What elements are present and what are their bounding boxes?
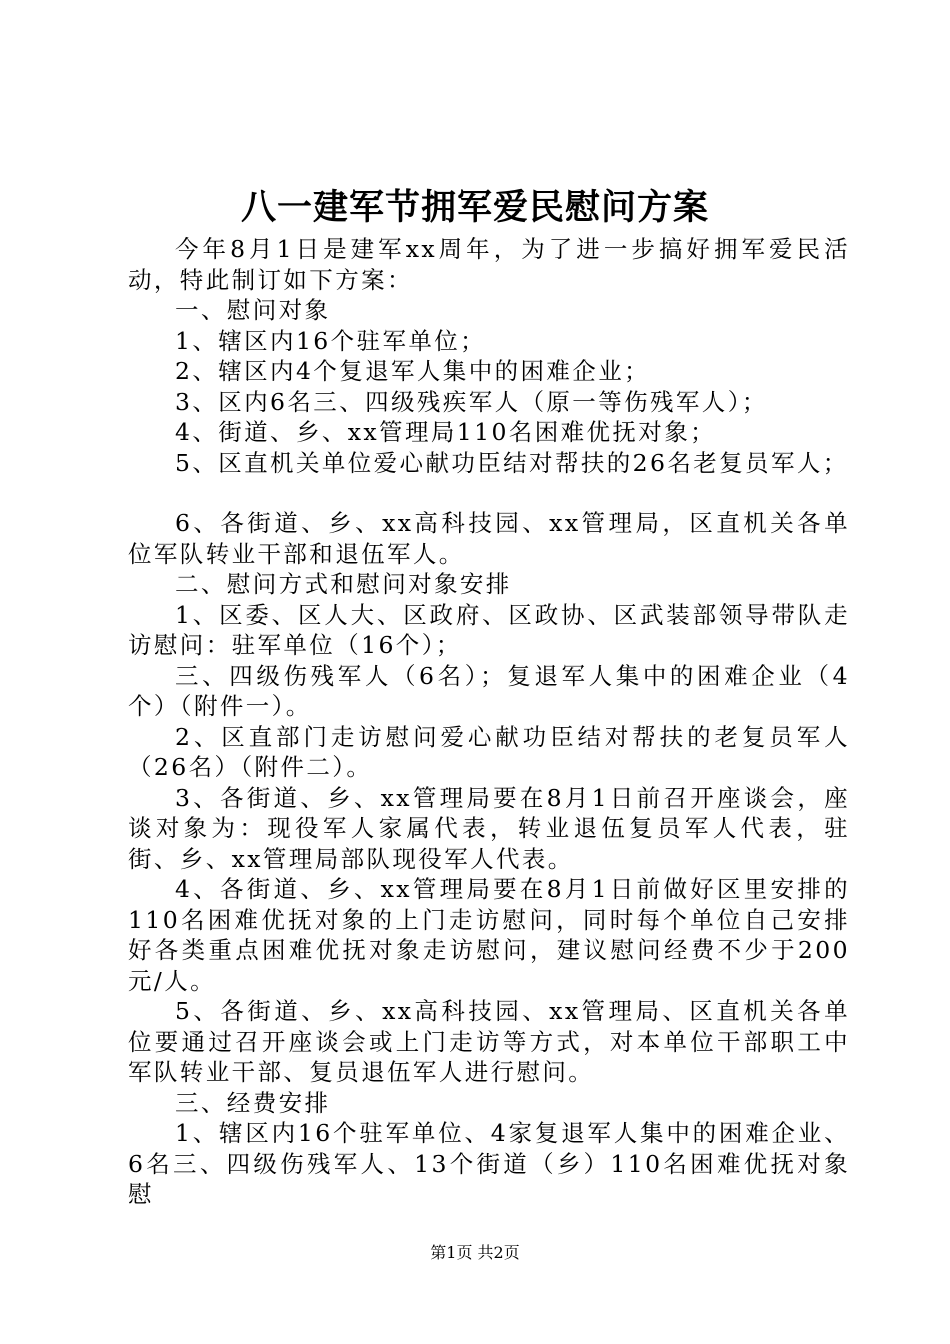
list-item: 1、辖区内16个驻军单位、4家复退军人集中的困难企业、6名三、四级伤残军人、13个街道（乡）110名困难优抚对象慰 — [128, 1119, 850, 1208]
section-heading: 三、经费安排 — [175, 1088, 331, 1117]
list-item: 4、各街道、乡、xx管理局要在8月1日前做好区里安排的110名困难优抚对象的上门走访慰问，同时每个单位自己安排好各类重点困难优抚对象走访慰问，建议慰问经费不少于200元/人。 — [128, 875, 850, 995]
list-item: 5、各街道、乡、xx高科技园、xx管理局、区直机关各单位要通过召开座谈会或上门走访等方式，对本单位干部职工中军队转业干部、复员退伍军人进行慰问。 — [128, 997, 850, 1086]
section-heading: 二、慰问方式和慰问对象安排 — [175, 570, 512, 598]
list-item: 3、各街道、乡、xx管理局要在8月1日前召开座谈会，座谈对象为：现役军人家属代表，转业退伍复员军人代表，驻街、乡、xx管理局部队现役军人代表。 — [128, 783, 850, 873]
list-item: 2、区直部门走访慰问爱心献功臣结对帮扶的老复员军人（26名）（附件二）。 — [128, 722, 850, 781]
list-item: 2、辖区内4个复退军人集中的困难企业； — [175, 357, 651, 385]
paragraph: 三、四级伤残军人（6名）；复退军人集中的困难企业（4个）（附件一）。 — [128, 661, 850, 720]
list-item: 5、区直机关单位爱心献功臣结对帮扶的26名老复员军人； — [175, 448, 849, 477]
list-item: 1、区委、区人大、区政府、区政协、区武装部领导带队走访慰问：驻军单位（16个）； — [128, 600, 850, 659]
list-item: 4、街道、乡、xx管理局110名困难优抚对象； — [175, 418, 717, 446]
document-body — [128, 234, 850, 1210]
paragraph: 今年8月1日是建军xx周年，为了进一步搞好拥军爱民活动，特此制订如下方案： — [128, 235, 850, 294]
section-heading: 一、慰问对象 — [175, 296, 331, 324]
list-item: 6、各街道、乡、xx高科技园、xx管理局，区直机关各单位军队转业干部和退伍军人。 — [128, 509, 850, 568]
list-item: 3、区内6名三、四级残疾军人（原一等伤残军人）； — [175, 387, 768, 416]
document-title: 八一建军节拥军爱民慰问方案 — [240, 187, 709, 228]
list-item: 1、辖区内16个驻军单位； — [175, 326, 487, 355]
page-footer: 第1页 共2页 — [430, 1243, 520, 1262]
